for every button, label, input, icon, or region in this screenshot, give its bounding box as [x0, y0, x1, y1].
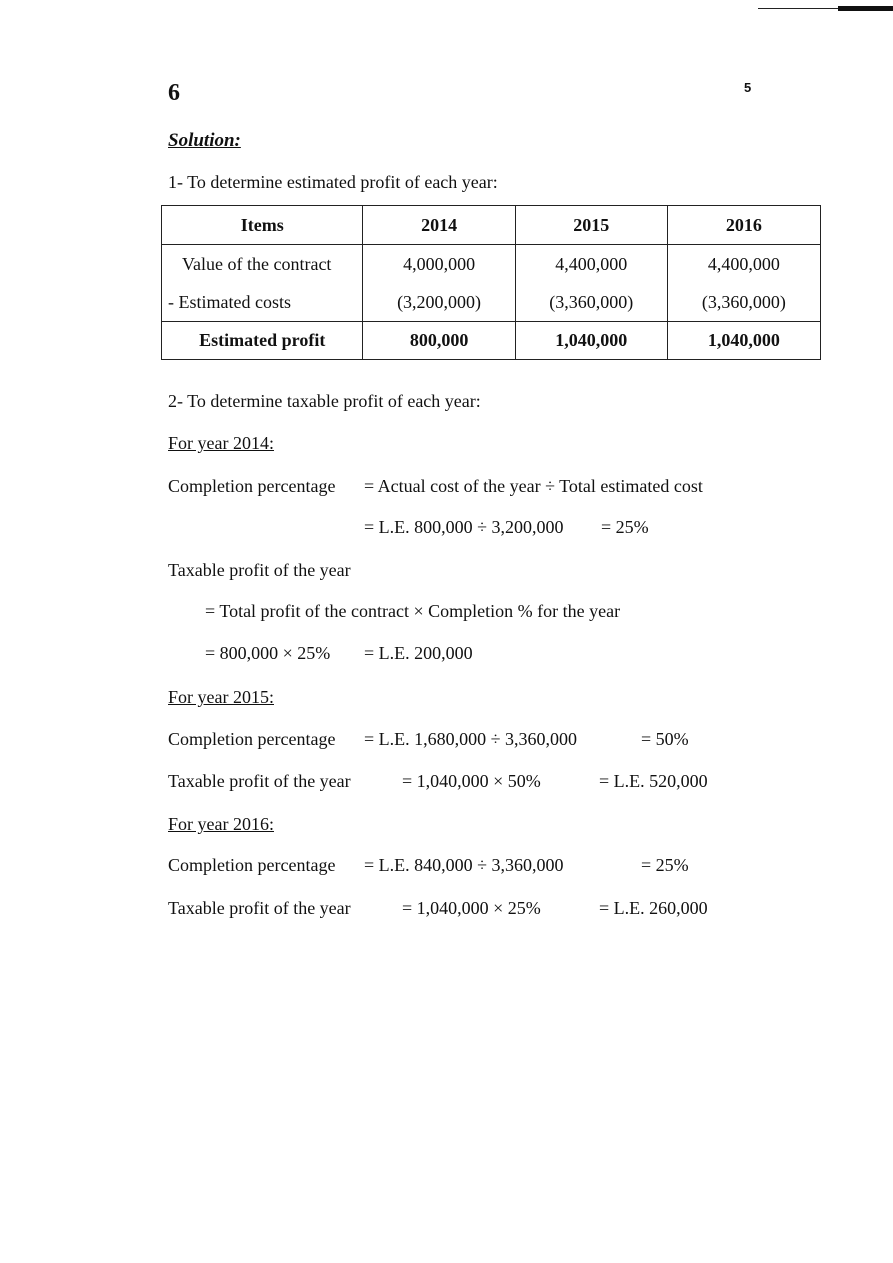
- completion-result: = 25%: [641, 855, 689, 875]
- table-cell: 4,400,000: [515, 245, 667, 284]
- completion-label: Completion percentage: [168, 476, 336, 496]
- estimated-profit-table: [161, 205, 821, 360]
- part2-heading: 2- To determine taxable profit of each year:: [168, 391, 481, 411]
- table-header-cell: 2016: [667, 206, 820, 245]
- taxable-label: Taxable profit of the year: [168, 898, 351, 918]
- table-row: [162, 283, 821, 322]
- table-header-cell: 2015: [515, 206, 667, 245]
- taxable-result: = L.E. 260,000: [599, 898, 708, 918]
- row-label: - Estimated costs: [162, 283, 363, 322]
- completion-label: Completion percentage: [168, 729, 336, 749]
- taxable-calc: = 1,040,000 × 50%: [402, 771, 541, 791]
- total-cell: 1,040,000: [667, 322, 820, 360]
- taxable-calc: = 1,040,000 × 25%: [402, 898, 541, 918]
- year-2016-title: For year 2016:: [168, 814, 274, 834]
- taxable-label: Taxable profit of the year: [168, 771, 351, 791]
- completion-calc: = L.E. 800,000 ÷ 3,200,000: [364, 517, 564, 537]
- taxable-result: = L.E. 520,000: [599, 771, 708, 791]
- scan-artifact-line: [758, 8, 838, 9]
- taxable-result: = L.E. 200,000: [364, 643, 473, 663]
- completion-result: = 25%: [601, 517, 649, 537]
- solution-title: Solution:: [168, 130, 241, 151]
- chapter-number: 6: [168, 80, 180, 106]
- total-cell: 800,000: [363, 322, 515, 360]
- table-total-row: [162, 322, 821, 360]
- taxable-label: Taxable profit of the year: [168, 560, 351, 580]
- row-label: Value of the contract: [162, 245, 363, 284]
- part1-heading: 1- To determine estimated profit of each year:: [168, 172, 498, 192]
- scan-artifact-bar: [838, 6, 893, 11]
- table-header-cell: Items: [162, 206, 363, 245]
- scan-artifact-mark: [758, 6, 893, 11]
- total-label: Estimated profit: [162, 322, 363, 360]
- table-cell: 4,000,000: [363, 245, 515, 284]
- taxable-formula: = Total profit of the contract × Completion % for the year: [205, 601, 621, 621]
- table-row: [162, 245, 821, 284]
- table-cell: (3,360,000): [667, 283, 820, 322]
- table-cell: 4,400,000: [667, 245, 820, 284]
- taxable-calc: = 800,000 × 25%: [205, 643, 331, 663]
- year-2015-title: For year 2015:: [168, 687, 274, 707]
- table-header-cell: 2014: [363, 206, 515, 245]
- completion-label: Completion percentage: [168, 855, 336, 875]
- table-header-row: [162, 206, 821, 245]
- page-number: 5: [744, 80, 752, 95]
- table-cell: (3,200,000): [363, 283, 515, 322]
- total-cell: 1,040,000: [515, 322, 667, 360]
- completion-result: = 50%: [641, 729, 689, 749]
- completion-formula: = Actual cost of the year ÷ Total estimated cost: [364, 476, 703, 496]
- completion-calc: = L.E. 840,000 ÷ 3,360,000: [364, 855, 564, 875]
- year-2014-title: For year 2014:: [168, 433, 274, 453]
- table-cell: (3,360,000): [515, 283, 667, 322]
- completion-calc: = L.E. 1,680,000 ÷ 3,360,000: [364, 729, 578, 749]
